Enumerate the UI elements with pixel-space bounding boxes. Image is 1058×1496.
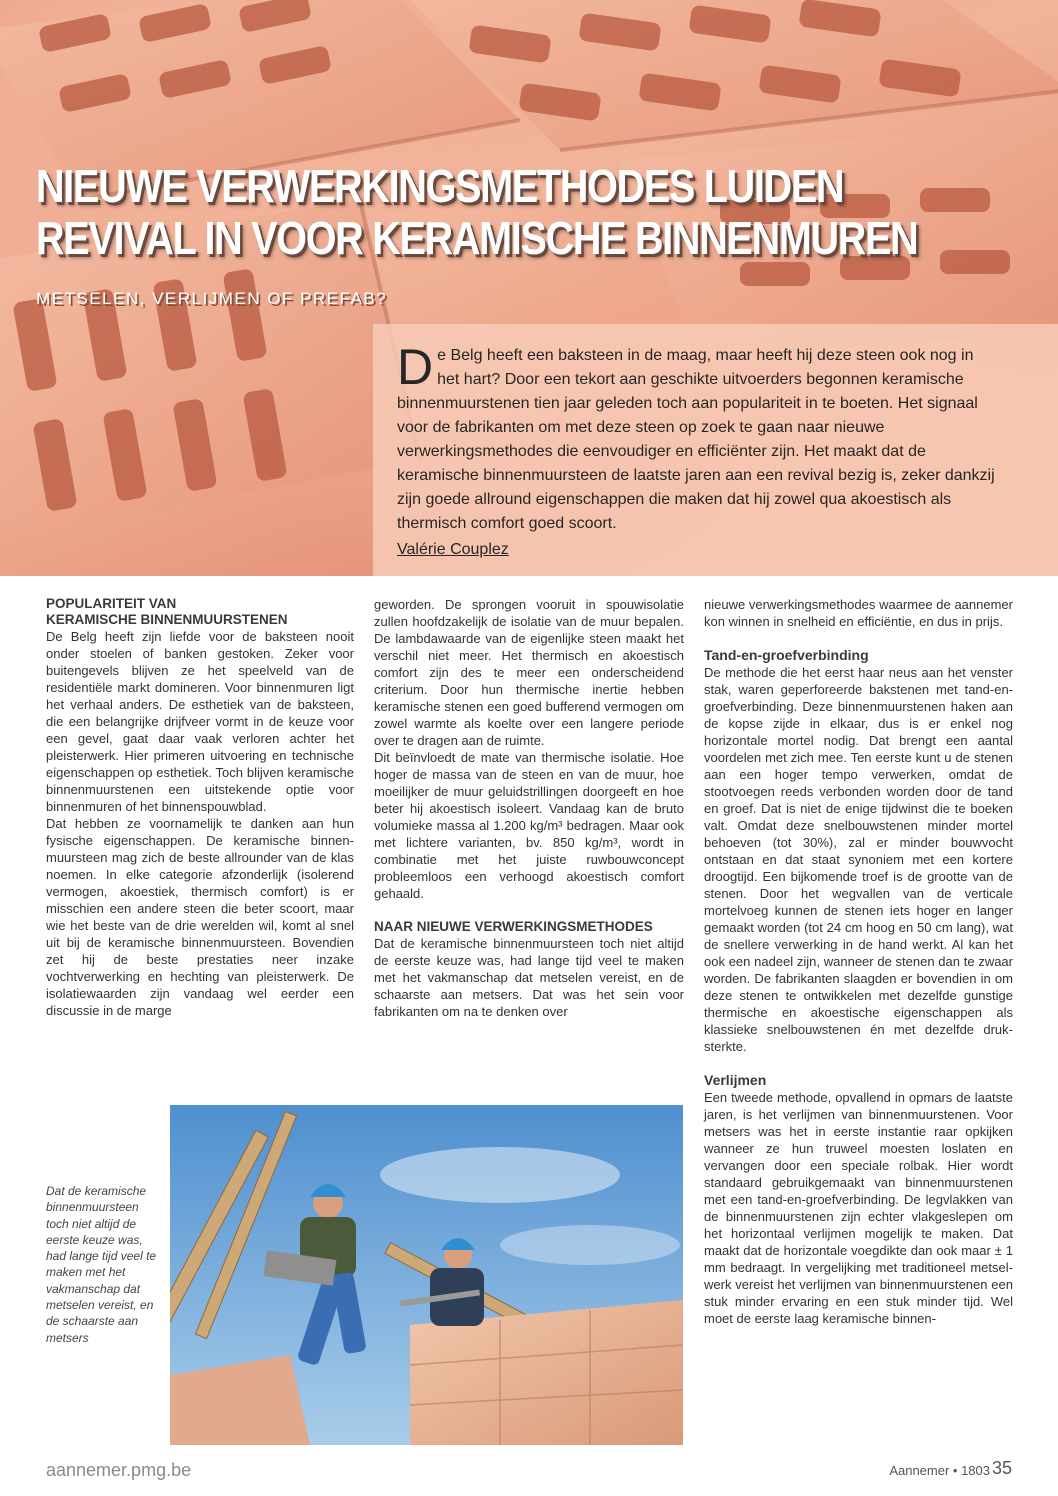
footer-magazine-issue: Aannemer • 1803 xyxy=(889,1463,990,1478)
article-subtitle: METSELEN, VERLIJMEN OF PREFAB? xyxy=(36,289,388,308)
author-link[interactable]: Valérie Couplez xyxy=(397,541,509,558)
subheading-tongue-groove: Tand-en-groefverbinding xyxy=(704,647,869,663)
column-2 xyxy=(374,596,684,1020)
body-paragraph: De methode die het eerst haar neus aan het venster stak, waren geperforeerde bakstenen met tand-en-groefverbinding. Deze binnenmuurstenen haken aan de kopse zijde in elkaar, dus is er enkel nog horizontale mortel nodig. Dat brengt een aantal voordelen met zich mee. Ten eerste kunt u de stenen aan een hoger tempo verwerken, omdat de stootvoegen reeds verbonden worden door de tand en groef. Dat is niet de enige tijdwinst die te boeken valt. Omdat deze snelbouwstenen minder mortel behoeven (tot 30%), zal er minder bouwvocht ontstaan en dat staat synoniem met een kortere droogtijd. Een bijkomende troef is de grootte van de stenen. Door het wegvallen van de verticale mortelvoeg kunnen de stenen iets hoger en langer gemaakt worden (tot 24 cm hoog en 50 cm lang), wat de snellere verwerking in de hand werkt. Al kan het ook een nadeel zijn, wanneer de stenen dan te zwaar worden. De fabrikanten slaagden er bovendien in om deze stenen te ontwikkelen met dezelfde gunstige thermische en akoestische eigenschappen als klassieke snelbouwstenen én met dezelfde druksterkte. xyxy=(704,665,1013,1054)
construction-workers-photo xyxy=(170,1105,683,1445)
section-heading-new-methods: NAAR NIEUWE VERWERKINGSMETHODES xyxy=(374,919,653,934)
body-paragraph: Dit beïnvloedt de mate van thermische isolatie. Hoe hoger de massa van de steen en van de muur, hoe moeilijker de muur geluidstrillingen doorgeeft en hoe beter hij akoestisch isoleert. Vandaag kan de bruto volumieke massa al 1.200 kg/m³ bedragen. Maar ook met lichtere varianten, bv. 850 kg/m³, wordt in combinatie met het juiste ruwbouwconcept probleemloos een verhoogd akoestisch comfort gehaald. xyxy=(374,750,684,901)
body-paragraph: Dat hebben ze voornamelijk te danken aan hun fysische eigenschappen. De keramische binnenmuursteen mag zich de beste allrounder van de klas noemen. In elke categorie afzonderlijk (isolerend vermogen, akoestiek, thermisch comfort) is er misschien een andere steen die beter scoort, maar wie het beste van de drie werelden wil, komt al snel uit bij de keramische binnenmuursteen. Bovendien zet hij de beste prestaties neer inzake vochtverwerking en hechting van pleisterwerk. De isolatiewaarden zijn vandaag wel eerder een discussie in de marge xyxy=(46,816,354,1018)
section-heading-popularity-line1: POPULARITEIT VAN xyxy=(46,596,177,611)
article-title-line1: NIEUWE VERWERKINGSMETHODES LUIDEN xyxy=(36,160,844,212)
photo-caption: Dat de keramische binnenmuursteen toch niet altijd de eerste keuze was, had lange tijd veel te maken met het vakmanschap dat metselen vereist, en de schaarste aan metsers xyxy=(46,1184,157,1345)
column-3 xyxy=(704,596,1013,1327)
subheading-gluing: Verlijmen xyxy=(704,1072,767,1088)
column-1 xyxy=(46,596,354,1019)
drop-cap: D xyxy=(397,339,434,395)
hero-banner xyxy=(0,0,1058,576)
article-title xyxy=(36,160,918,264)
workers-image xyxy=(170,1105,683,1445)
intro-text: e Belg heeft een baksteen in de maag, maar heeft hij deze steen ook nog in het hart? Door een tekort aan geschikte uitvoerders begonnen keramische binnenmuurstenen tien jaar geleden toch aan populariteit in te boeten. Het signaal voor de fabrikanten om met deze steen op zoek te gaan naar nieuwe verwerkingsmethodes die eenvoudiger en efficiënter zijn. Het maakt dat de keramische binnenmuursteen de laatste jaren aan een revival bezig is, zeker dankzij zijn goede allround eigenschappen die maken dat hij zowel qua akoestisch als thermisch comfort goed scoort. xyxy=(397,347,995,532)
section-heading-popularity xyxy=(46,596,354,628)
intro-paragraph xyxy=(397,339,997,536)
page-number: 35 xyxy=(991,1458,1012,1478)
body-paragraph: Dat de keramische binnenmuursteen toch niet altijd de eerste keuze was, had lange tijd veel te maken met het vakmanschap dat metselen vereist, en de schaarste aan metsers. Dat was het sein voor fabrikanten om na te denken over xyxy=(374,936,684,1019)
body-paragraph: De Belg heeft zijn liefde voor de baksteen nooit onder stoelen of banken gestoken. Zeker voor buitengevels blijven ze het speelveld van de residentiële markt domineren. Voor binnenmuren ligt het verhaal anders. De esthetiek van de baksteen, die een belangrijke drijfveer vormt in de keuze voor een gevel, gaat daar vaak verloren achter het pleisterwerk. Hier primeren uitvoering en technische eigenschappen op esthetiek. Toch blijven keramische binnenmuurstenen een uitstekende optie voor binnenmuren of het binnenspouwblad. xyxy=(46,629,354,814)
intro-box xyxy=(373,324,1058,576)
footer-website-link[interactable]: aannemer.pmg.be xyxy=(46,1460,192,1480)
article-title-line2: REVIVAL IN VOOR KERAMISCHE BINNENMUREN xyxy=(36,212,918,264)
body-paragraph: geworden. De sprongen vooruit in spouwisolatie zullen hoofdzakelijk de isolatie van de muur bepalen. De lambdawaarde van de eigenlijke steen maakt het verschil niet meer. Het thermisch en akoestisch comfort zijn des te meer een onderscheidend criterium. Door hun thermische inertie hebben keramische stenen een goed bufferend vermogen om zowel warmte als koelte over een langere periode over te dragen aan de ruimte. xyxy=(374,597,684,748)
body-paragraph: Een tweede methode, opvallend in opmars de laatste jaren, is het verlijmen van binnenmuurstenen. Voor metsers was het in eerste instantie raar opkijken wanneer ze hun truweel moesten loslaten en vervangen door een speciale rolbak. Hier wordt standaard gebruikgemaakt van binnenmuurstenen met een tand-en-groefverbinding. De legvlakken van de binnenmuurstenen zijn echter vlakgeslepen om het horizontaal verlijmen mogelijk te maken. Dat maakt dat de horizontale voegdikte dan ook maar ± 1 mm bedraagt. In vergelijking met traditioneel metselwerk vereist het verlijmen van binnenmuurstenen een stuk minder ervaring en een stuk minder tijd. Wel moet de eerste laag keramische binnen- xyxy=(704,1090,1013,1326)
section-heading-popularity-line2: KERAMISCHE BINNENMUURSTENEN xyxy=(46,612,288,627)
body-paragraph: nieuwe verwerkingsmethodes waarmee de aannemer kon winnen in snelheid en efficiëntie, en dus in prijs. xyxy=(704,597,1013,629)
